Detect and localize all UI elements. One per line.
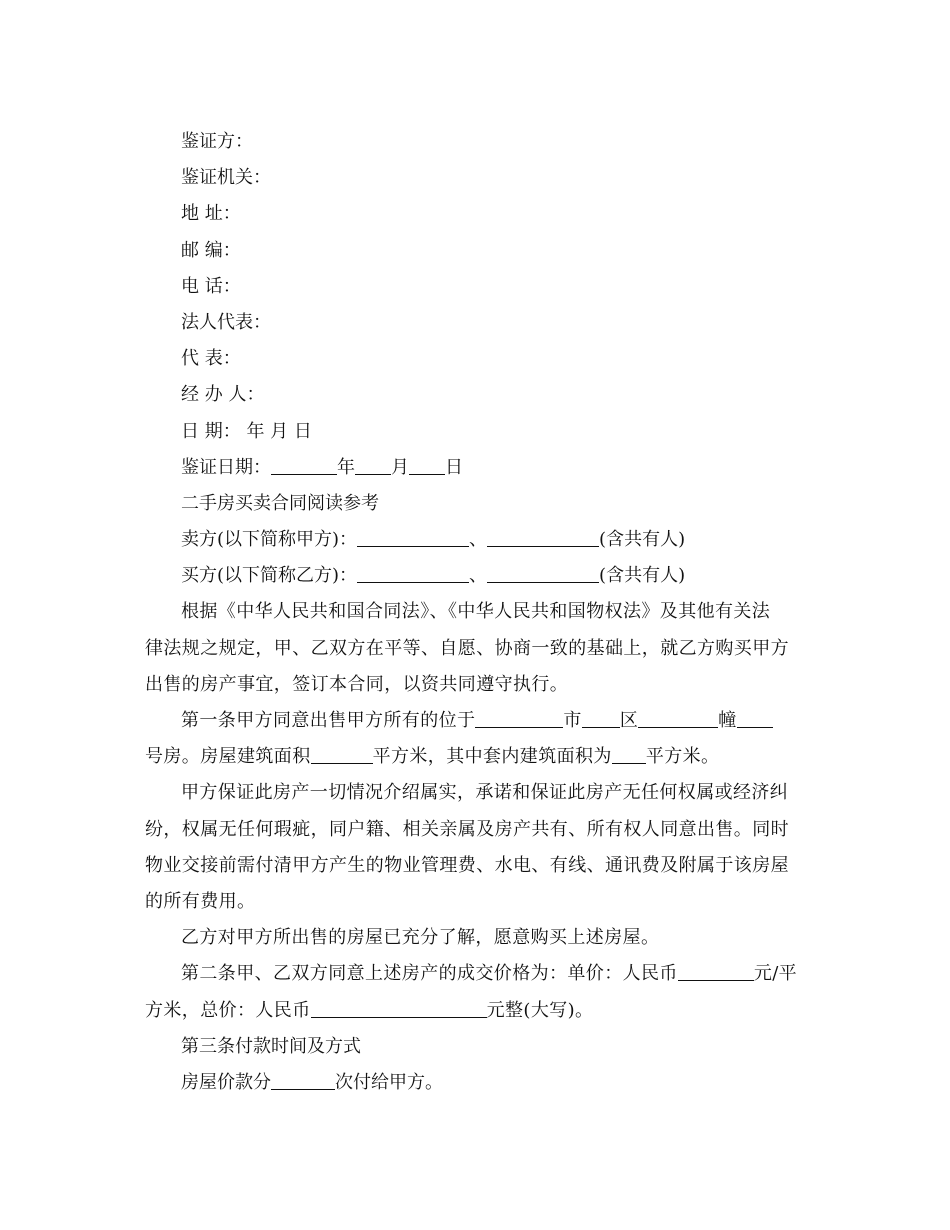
legal-rep-line [145,305,807,341]
city-blank [475,709,563,728]
total-price-blank [311,999,487,1018]
preamble-line: 出售的房产事宜，签订本合同，以资共同遵守执行。 [145,673,569,695]
verifier-line [145,124,807,160]
day-blank [409,456,445,475]
buyer-co-owner: (含共有人) [599,565,686,587]
preamble-line: 律法规之规定，甲、乙双方在平等、自愿、协商一致的基础上，就乙方购买甲方 [145,637,789,659]
article-1-line-2 [145,739,807,775]
agency-label: 鉴证机关： [181,167,271,189]
year-blank [271,456,337,475]
payment-text: 房屋价款分 [181,1072,271,1094]
verifier-label: 鉴证方： [181,131,253,152]
year-label: 年 [337,456,355,478]
guarantee-line: 物业交接前需付清甲方产生的物业管理费、水电、有线、通讯费及附属于该房屋 [145,854,789,876]
payment-label: 次付给甲方。 [335,1072,443,1094]
month-blank [355,456,391,475]
installments-blank [271,1071,335,1090]
document-page [145,124,807,1101]
agency-line [145,160,807,196]
buyer-line [145,558,807,594]
guarantee-line: 纷，权属无任何瑕疵，同户籍、相关亲属及房产共有、所有权人同意出售。同时 [145,818,789,840]
total-price-text: 方米，总价：人民币 [145,999,311,1021]
phone-line [145,269,807,305]
article-3-title [145,1029,807,1065]
article-2-line-1 [145,956,807,992]
guarantee-line: 甲方保证此房产一切情况介绍属实，承诺和保证此房产无任何权属或经济纠 [181,782,789,804]
date-label: 日 期： 年 月 日 [181,420,312,442]
seller-co-owner: (含共有人) [599,529,686,551]
seller-line [145,522,807,558]
verify-date-line [145,450,807,486]
buyer-label: 买方(以下简称乙方)： [181,565,358,587]
day-label: 日 [445,456,463,478]
buyer-blank-2 [487,564,599,583]
verify-date-label: 鉴证日期： [181,456,271,478]
article-3-title-text: 第三条付款时间及方式 [181,1035,361,1057]
total-price-label: 元整(大写)。 [486,999,594,1021]
rep-label: 代 表： [181,348,241,370]
article-2-paragraph [145,956,807,1028]
district-label: 区 [619,710,639,732]
unit-price-label: 元/平 [753,963,798,985]
payment-line [145,1065,807,1101]
address-line [145,196,807,232]
preamble-line: 根据《中华人民共和国合同法》、《中华人民共和国物权法》及其他有关法 [181,601,771,623]
seller-blank-1 [357,528,469,547]
rep-line [145,341,807,377]
inner-area-label: 平方米。 [645,746,720,768]
contract-title [145,486,807,522]
room-blank [737,709,773,728]
room-label: 号房。房屋建筑面积 [145,746,311,768]
district-blank [582,709,620,728]
guarantee-paragraph [145,775,807,920]
handler-line [145,377,807,413]
preamble-paragraph [145,594,807,703]
address-label: 地 址： [181,203,241,225]
handler-label: 经 办 人： [181,384,265,406]
article-1-text: 第一条甲方同意出售甲方所有的位于 [181,710,476,732]
buyer-blank-1 [357,564,469,583]
area-blank [311,745,373,764]
phone-label: 电 话： [181,275,241,297]
seller-label: 卖方(以下简称甲方)： [181,529,358,551]
city-label: 市 [563,710,582,732]
legal-rep-label: 法人代表： [181,311,271,333]
date-line [145,414,807,450]
article-2-line-2 [145,993,807,1029]
buyer-understands-line: 乙方对甲方所出售的房屋已充分了解，愿意购买上述房屋。 [181,927,660,949]
contract-title-text: 二手房买卖合同阅读参考 [181,492,379,514]
building-label: 幢 [718,710,737,732]
building-blank [638,709,718,728]
postcode-line [145,233,807,269]
month-label: 月 [391,456,409,478]
seller-blank-2 [487,528,599,547]
area-label: 平方米，其中套内建筑面积为 [372,746,612,768]
article-1-line-1 [145,703,807,739]
buyer-sep: 、 [469,565,488,587]
buyer-understands-paragraph [145,920,807,956]
postcode-label: 邮 编： [181,239,241,261]
article-1-paragraph [145,703,807,775]
inner-area-blank [612,745,646,764]
article-2-text: 第二条甲、乙双方同意上述房产的成交价格为：单价：人民币 [181,963,678,985]
unit-price-blank [678,962,754,981]
guarantee-line: 的所有费用。 [145,891,256,913]
seller-sep: 、 [469,529,488,551]
